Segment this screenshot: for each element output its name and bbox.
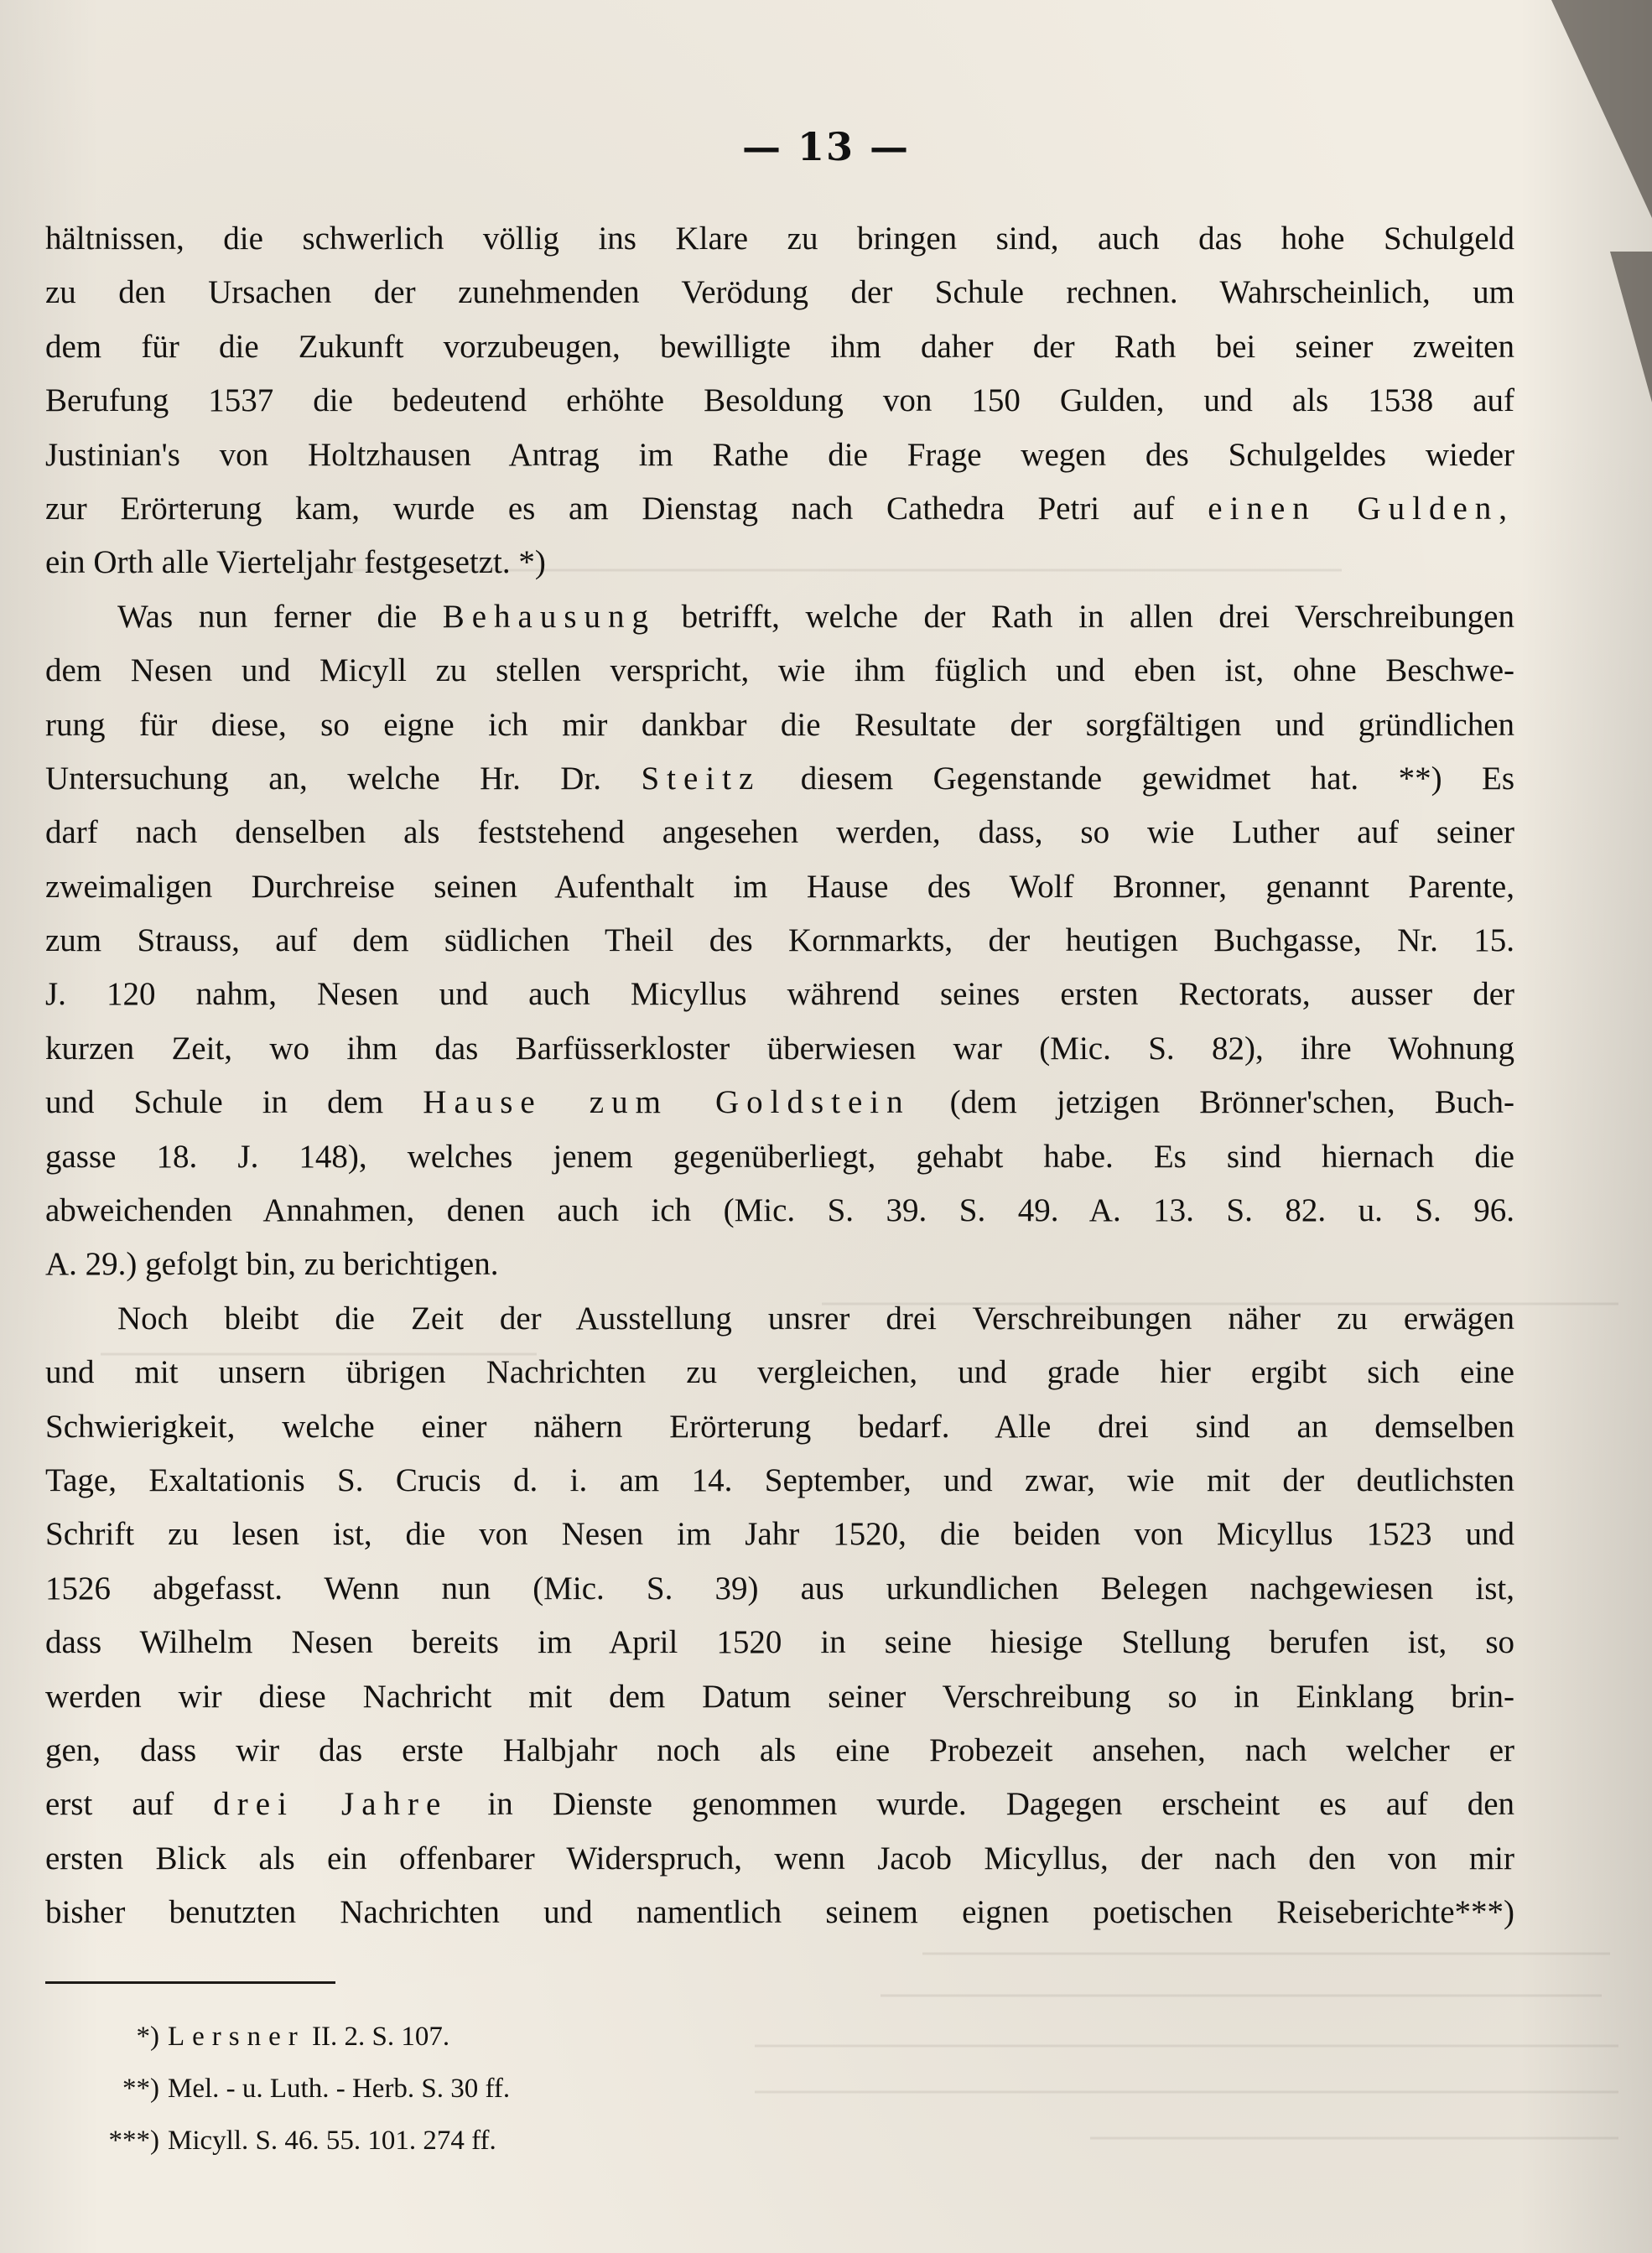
text-line: Justinian's von Holtzhausen Antrag im Rathe die Frage wegen des Schulgeldes wieder: [45, 436, 1514, 473]
spaced-emphasis: Lersner: [168, 2022, 305, 2052]
footnotes: [45, 2011, 1052, 2167]
text-line: Schwierigkeit, welche einer nähern Erörterung bedarf. Alle drei sind an demselben: [45, 1408, 1514, 1445]
text-line: zum Strauss, auf dem südlichen Theil des Kornmarkts, der heutigen Buchgasse, Nr. 15.: [45, 922, 1514, 959]
text-line: [45, 590, 1514, 644]
text-line: dem für die Zukunft vorzubeugen, bewilligte ihm daher der Rath bei seiner zweiten: [45, 328, 1514, 365]
text-line: A. 29.) gefolgt bin, zu berichtigen.: [45, 1246, 499, 1283]
text-line: [45, 752, 1514, 806]
text-line: J. 120 nahm, Nesen und auch Micyllus während seines ersten Rectorats, ausser der: [45, 976, 1514, 1013]
text-line: Schrift zu lesen ist, die von Nesen im Jahr 1520, die beiden von Micyllus 1523 und: [45, 1516, 1514, 1553]
text-line: kurzen Zeit, wo ihm das Barfüsserkloster überwiesen war (Mic. S. 82), ihre Wohnung: [45, 1030, 1514, 1067]
text-segment: Was nun ferner die: [117, 598, 418, 635]
main-text: [45, 212, 1514, 1940]
text-segment: betrifft, welche der Rath in allen drei Verschreibungen: [681, 598, 1514, 635]
text-line: abweichenden Annahmen, denen auch ich (Mic. S. 39. S. 49. A. 13. S. 82. u. S. 96.: [45, 1192, 1514, 1229]
footnote-mark: ***): [108, 2126, 159, 2156]
text-line: Tage, Exaltationis S. Crucis d. i. am 14. September, und zwar, wie mit der deutlichsten: [45, 1461, 1514, 1498]
spaced-emphasis: Hause zum Goldstein: [423, 1084, 911, 1121]
page-number-header: — 13 —: [741, 124, 911, 169]
footnote-mark: *): [136, 2022, 159, 2052]
text-segment: diesem Gegenstande gewidmet hat. **) Es: [800, 760, 1515, 797]
text-line: ersten Blick als ein offenbarer Widerspruch, wenn Jacob Micyllus, der nach den von mir: [45, 1840, 1514, 1877]
text-line: hältnissen, die schwerlich völlig ins Klare zu bringen sind, auch das hohe Schulgeld: [45, 221, 1514, 257]
text-segment: in Dienste genommen wurde. Dagegen erscheint es auf den: [487, 1786, 1515, 1823]
footnote-text: Micyll. S. 46. 55. 101. 274 ff.: [168, 2126, 496, 2156]
text-line: bisher benutzten Nachrichten und namentlich seinem eignen poetischen Reiseberichte***): [45, 1894, 1514, 1931]
text-line: gen, dass wir das erste Halbjahr noch als eine Probezeit ansehen, nach welcher er: [45, 1731, 1514, 1768]
text-line: zu den Ursachen der zunehmenden Verödung der Schule rechnen. Wahrscheinlich, um: [45, 274, 1514, 311]
text-line: ein Orth alle Vierteljahr festgesetzt. *): [45, 544, 546, 581]
text-line: 1526 abgefasst. Wenn nun (Mic. S. 39) aus urkundlichen Belegen nachgewiesen ist,: [45, 1570, 1514, 1607]
text-line: und mit unsern übrigen Nachrichten zu vergleichen, und grade hier ergibt sich eine: [45, 1354, 1514, 1391]
spaced-emphasis: Behausung: [442, 598, 657, 635]
text-segment: Untersuchung an, welche Hr. Dr.: [45, 760, 602, 797]
text-segment: zur Erörterung kam, wurde es am Dienstag nach Cathedra Petri auf: [45, 490, 1175, 527]
text-line: rung für diese, so eigne ich mir dankbar die Resultate der sorgfältigen und gründlichen: [45, 706, 1514, 743]
text-line: zweimaligen Durchreise seinen Aufenthalt im Hause des Wolf Bronner, genannt Parente,: [45, 868, 1514, 905]
text-line: Noch bleibt die Zeit der Ausstellung unsrer drei Verschreibungen näher zu erwägen: [117, 1300, 1514, 1337]
text-segment: (dem jetzigen Brönner'schen, Buch-: [949, 1084, 1515, 1121]
text-line: dass Wilhelm Nesen bereits im April 1520 in seine hiesige Stellung berufen ist, so: [45, 1624, 1514, 1661]
spaced-emphasis: einen Gulden,: [1208, 490, 1515, 527]
footnote-text: II. 2. S. 107.: [312, 2022, 450, 2052]
footnote: [45, 2063, 1052, 2115]
text-line: dem Nesen und Micyll zu stellen verspricht, wie ihm füglich und eben ist, ohne Beschwe-: [45, 652, 1514, 689]
text-segment: und Schule in dem: [45, 1084, 384, 1121]
footnote-text: Mel. - u. Luth. - Herb. S. 30 ff.: [168, 2074, 511, 2104]
text-line: [45, 1076, 1514, 1129]
footnote: [45, 2011, 1052, 2063]
footnote: [45, 2115, 1052, 2167]
footnote-mark: **): [122, 2074, 159, 2104]
text-line: gasse 18. J. 148), welches jenem gegenüberliegt, gehabt habe. Es sind hiernach die: [45, 1138, 1514, 1175]
text-line: darf nach denselben als feststehend angesehen werden, dass, so wie Luther auf seiner: [45, 814, 1514, 851]
text-line: [45, 1778, 1514, 1831]
footnote-rule: [45, 1981, 335, 1984]
text-segment: erst auf: [45, 1786, 174, 1823]
text-line: werden wir diese Nachricht mit dem Datum seiner Verschreibung so in Einklang brin-: [45, 1678, 1514, 1715]
spaced-emphasis: Steitz: [641, 760, 761, 797]
spaced-emphasis: drei Jahre: [213, 1786, 449, 1823]
text-line: Berufung 1537 die bedeutend erhöhte Besoldung von 150 Gulden, und als 1538 auf: [45, 382, 1514, 419]
text-line: [45, 482, 1514, 536]
